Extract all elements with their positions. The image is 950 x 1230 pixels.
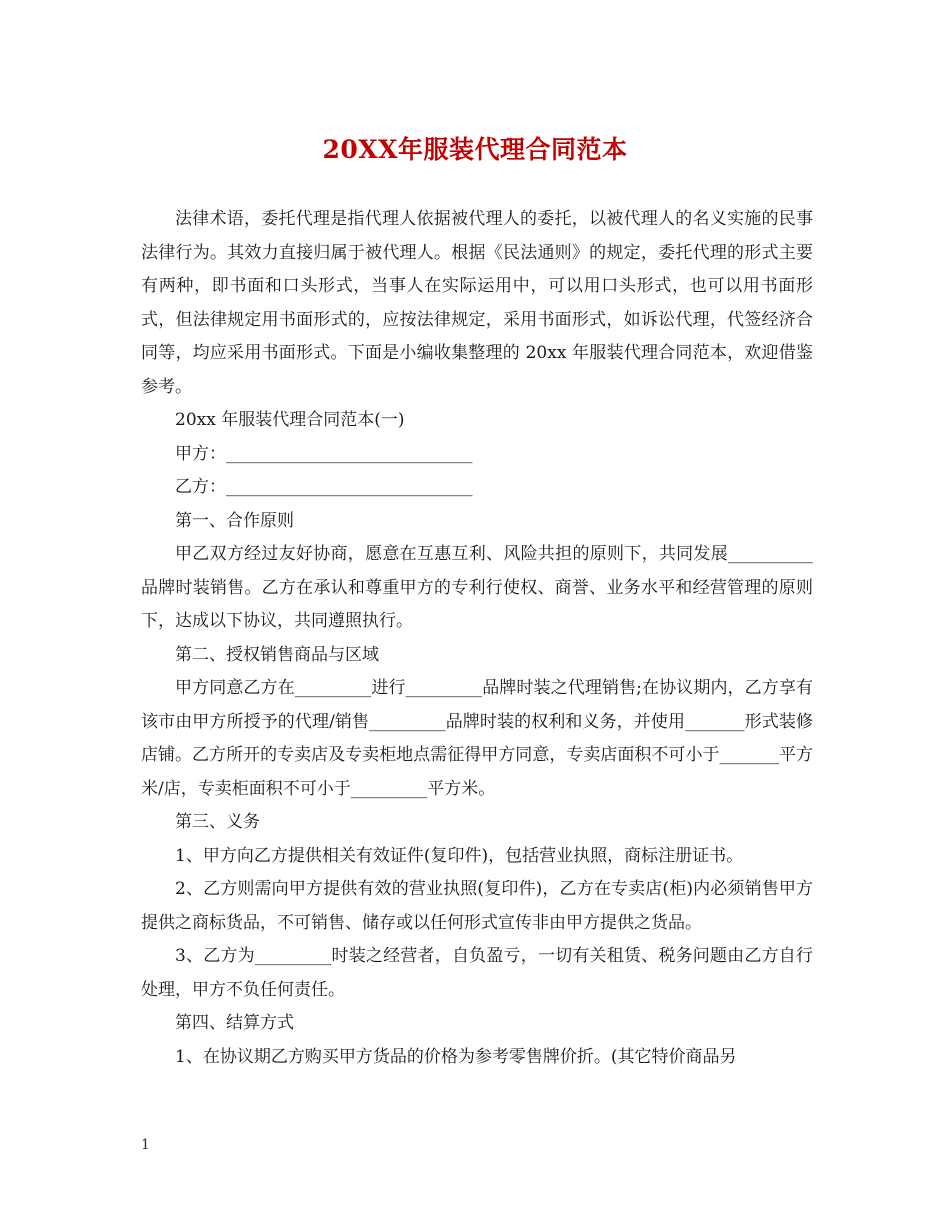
paragraph-intro: 法律术语，委托代理是指代理人依据被代理人的委托，以被代理人的名义实施的民事法律行为。其效力直接归属于被代理人。根据《民法通则》的规定，委托代理的形式主要有两种，即书面和口头形式，当事人在实际运用中，可以用口头形式，也可以用书面形式，但法律规定用书面形式的，应按法律规定，采用书面形式，如诉讼代理，代签经济合同等，均应采用书面形式。下面是小编收集整理的 20xx 年服装代理合同范本，欢迎借鉴参考。 (141, 209, 813, 397)
page-number: 1 (141, 1137, 150, 1153)
document-title: 20XX年服装代理合同范本 (322, 135, 628, 164)
paragraph-party-a: 甲方：_____________________________ (175, 443, 473, 464)
section-heading-3: 第三、义务 (175, 812, 260, 832)
document-body (141, 203, 813, 1074)
paragraph-settlement-1: 1、在协议期乙方购买甲方货品的价格为参考零售牌价折。(其它特价商品另 (175, 1046, 737, 1067)
paragraph-authorization: 甲方同意乙方在_________进行_________品牌时装之代理销售;在协议期内，乙方享有该市由甲方所授予的代理/销售_________品牌时装的权利和义务，并使用_______形式装修店铺。乙方所开的专卖店及专卖柜地点需征得甲方同意，专卖店面积不可小于_______平方米/店，专卖柜面积不可小于_________平方米。 (141, 678, 813, 799)
paragraph-obligation-3: 3、乙方为_________时装之经营者，自负盈亏，一切有关租赁、税务问题由乙方自行处理，甲方不负任何责任。 (141, 946, 813, 1000)
section-heading-4: 第四、结算方式 (175, 1013, 294, 1033)
section-heading-1: 第一、合作原则 (175, 510, 294, 531)
section-heading-2: 第二、授权销售商品与区域 (175, 644, 379, 665)
paragraph-cooperation: 甲乙双方经过友好协商，愿意在互惠互利、风险共担的原则下，共同发展__________品牌时装销售。乙方在承认和尊重甲方的专利行使权、商誉、业务水平和经营管理的原则下，达成以下协议，共同遵照执行。 (141, 544, 813, 631)
paragraph-contract-heading: 20xx 年服装代理合同范本(一) (175, 410, 405, 430)
paragraph-obligation-1: 1、甲方向乙方提供相关有效证件(复印件)，包括营业执照，商标注册证书。 (175, 845, 744, 866)
paragraph-party-b: 乙方：_____________________________ (175, 477, 473, 497)
paragraph-obligation-2: 2、乙方则需向甲方提供有效的营业执照(复印件)，乙方在专卖店(柜)内必须销售甲方提供之商标货品，不可销售、储存或以任何形式宣传非由甲方提供之货品。 (141, 879, 813, 933)
